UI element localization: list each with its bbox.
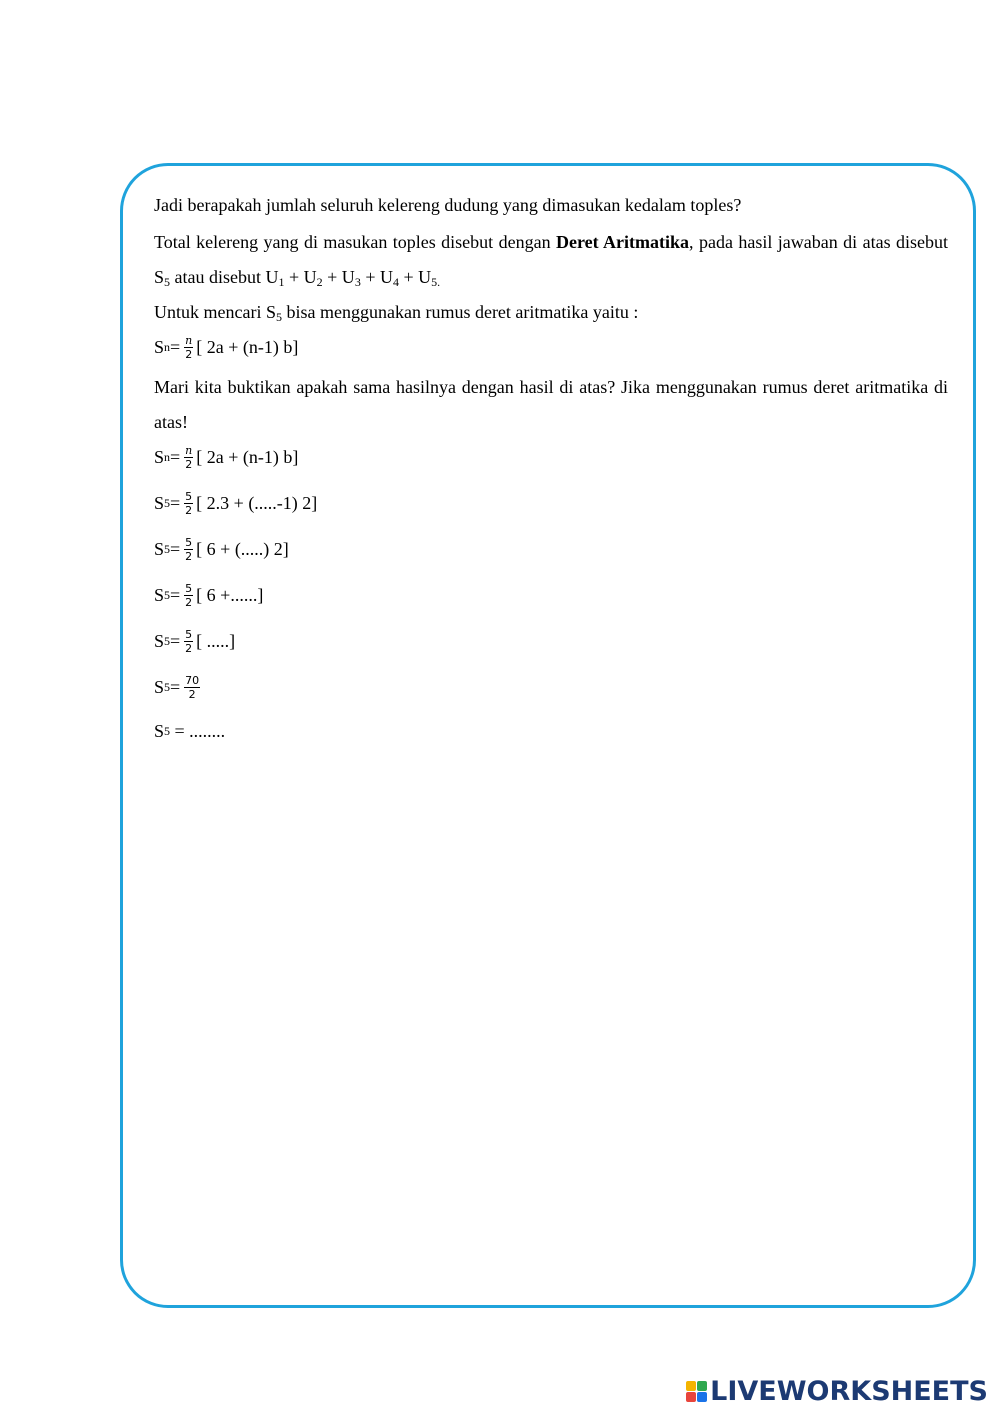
fraction-numerator: 5 — [185, 581, 193, 595]
fraction — [184, 490, 193, 517]
equals-sign: = — [170, 584, 181, 605]
fraction-numerator: n — [185, 333, 193, 347]
fraction-denominator: 2 — [185, 347, 193, 361]
step-row: S n = $\frac{n}{2}$ [ 2a + (n-1) b] — [154, 443, 299, 471]
formula-lhs: S — [154, 584, 165, 605]
formula-lhs: S — [154, 492, 165, 513]
text-span: + U — [398, 267, 432, 287]
subscript: 4 — [392, 275, 399, 289]
formula-lhs: S — [154, 630, 165, 651]
paragraph-mari-buktikan: Mari kita buktikan apakah sama hasilnya dengan hasil di atas? Jika menggunakan rumus deret aritmatika di atas! — [154, 377, 948, 432]
question-text: Jadi berapakah jumlah seluruh kelereng dudung yang dimasukan kedalam toples? — [154, 195, 742, 215]
formula-rhs: [ 2a + (n-1) b] — [196, 336, 299, 357]
text-span: + U — [322, 267, 355, 287]
fraction-denominator: 2 — [185, 595, 193, 609]
formula-rhs: [ .....] — [196, 630, 236, 651]
text-span: + U — [360, 267, 393, 287]
fraction-denominator: 2 — [185, 457, 193, 471]
formula-general: S n = $\frac{n}{2}$ [ 2a + (n-1) b] — [154, 333, 299, 361]
subscript: 5. — [431, 275, 441, 289]
steps-block — [154, 442, 948, 752]
logo-square-red — [686, 1392, 696, 1402]
subscript: 2 — [316, 275, 323, 289]
fraction-numerator: n — [185, 443, 193, 457]
logo-square-green — [697, 1381, 707, 1391]
worksheet-content — [154, 190, 948, 752]
fraction — [184, 334, 193, 361]
subscript: 5 — [275, 310, 282, 324]
fraction — [184, 628, 193, 655]
subscript: 1 — [278, 275, 285, 289]
liveworksheets-logo-icon — [686, 1381, 707, 1402]
equals-sign: = — [170, 446, 181, 467]
fraction — [184, 674, 200, 701]
text-span: Total kelereng yang di masukan toples disebut dengan — [154, 232, 556, 252]
paragraph-deret-aritmatika — [154, 225, 948, 295]
text-span: + U — [284, 267, 317, 287]
logo-square-blue — [697, 1392, 707, 1402]
fraction-numerator: 70 — [185, 673, 200, 687]
fraction-denominator: 2 — [188, 687, 196, 701]
text-span: , pada hasil jawaban di atas disebut S — [154, 232, 948, 287]
liveworksheets-wordmark: LIVEWORKSHEETS — [710, 1375, 988, 1407]
step-row: S 5 = $\frac{5}{2}$ [ .....] — [154, 627, 236, 655]
subscript: 5 — [164, 275, 171, 289]
logo-square-yellow — [686, 1381, 696, 1391]
step-row: S 5 = $\frac{5}{2}$ [ 6 + (.....) 2] — [154, 535, 289, 563]
formula-rhs: [ 6 +......] — [196, 584, 264, 605]
liveworksheets-brand — [686, 1374, 988, 1408]
fraction — [184, 444, 193, 471]
text-span: Untuk mencari S — [154, 302, 276, 322]
formula-lhs: S — [154, 676, 165, 697]
fraction-denominator: 2 — [185, 503, 193, 517]
answer-blank: ........ — [189, 720, 226, 741]
formula-lhs: S — [154, 538, 165, 559]
fraction-numerator: 5 — [185, 535, 193, 549]
fraction-denominator: 2 — [185, 641, 193, 655]
formula-rhs: [ 2.3 + (.....-1) 2] — [196, 492, 318, 513]
fraction — [184, 582, 193, 609]
equals-sign: = — [170, 492, 181, 513]
fraction — [184, 536, 193, 563]
formula-lhs: S — [154, 446, 165, 467]
formula-rhs: [ 6 + (.....) 2] — [196, 538, 289, 559]
fraction-numerator: 5 — [185, 627, 193, 641]
step-row: S 5 = $\frac{5}{2}$ [ 2.3 + (.....-1) 2] — [154, 489, 318, 517]
text-span: atau disebut U — [170, 267, 279, 287]
equals-sign: = — [170, 720, 190, 741]
formula-lhs: S — [154, 336, 165, 357]
fraction-denominator: 2 — [185, 549, 193, 563]
equals-sign: = — [170, 538, 181, 559]
fraction-numerator: 5 — [185, 489, 193, 503]
formula-rhs: [ 2a + (n-1) b] — [196, 446, 299, 467]
equals-sign: = — [170, 336, 181, 357]
term-deret-aritmatika: Deret Aritmatika — [556, 232, 690, 252]
equals-sign: = — [170, 630, 181, 651]
paragraph-rumus — [154, 295, 948, 330]
step-row: S 5 = $\frac{70}{2}$ — [154, 673, 200, 701]
step-row: S 5 = ........ — [154, 720, 226, 741]
formula-lhs: S — [154, 720, 165, 741]
text-span: bisa menggunakan rumus deret aritmatika yaitu : — [281, 302, 639, 322]
step-row: S 5 = $\frac{5}{2}$ [ 6 +......] — [154, 581, 264, 609]
subscript: 3 — [354, 275, 361, 289]
equals-sign: = — [170, 676, 181, 697]
